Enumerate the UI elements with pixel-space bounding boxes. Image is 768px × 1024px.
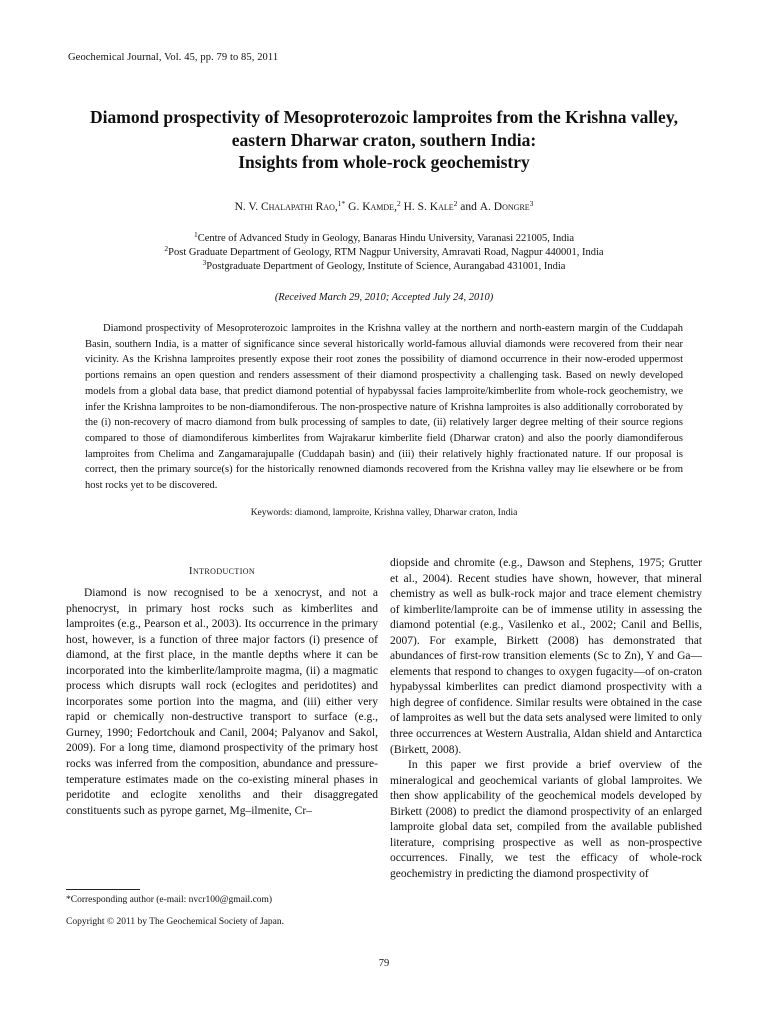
- abstract: Diamond prospectivity of Mesoproterozoic lamproites in the Krishna valley at the northern and north-eastern margin of the Cuddapah Basin, southern India, is a matter of significance since several historically world-famous alluvial diamonds were recovered from their near vicinity. As the Krishna lamproites presently expose their root zones the possibility of diamond occurrence in their now-eroded uppermost portions remains an open question and renders assessment of their diamond prospectivity a challenging task. Based on newly developed models from a global data base, that predict diamond potential of hypabyssal facies lamproite/kimberlite from whole-rock geochemistry, we infer the Krishna lamproites to be non-diamondiferous. The non-prospective nature of Krishna lamproites is also additionally corroborated by the (i) non-recovery of macro diamond from bulk processing of samples to date, (ii) relatively larger degree melting of their source regions compared to those of diamondiferous kimberlites from Wajrakarur kimberlite field (Dharwar craton) and also the poorly diamondiferous lamproites from Chelima and Zangamarajupalle (Cuddapah basin) and (iii) their relatively highly fractionated nature. If our proposal is correct, then the primary source(s) for the historically renowned diamonds recovered from the Krishna valley may lie elsewhere or be from host rocks yet to be discovered.: [85, 323, 683, 492]
- intro-paragraph-1: Diamond is now recognised to be a xenocryst, and not a phenocryst, in primary host rocks such as kimberlites and lamproites (e.g., Pearson et al., 2003). Its occurrence in the primary host, however, is a function of three major factors (i) presence of diamond, at the first place, in the mantle depths where it can be incorporated into the kimberlite/lamproite magma, (ii) a magmatic process which disrupts wall rock (eclogites and peridotites) and incorporates some portion into the magma, and (iii) either very rapid or chemically non-destructive transport to surface (e.g., Gurney, 1990; Fedortchouk and Canil, 2004; Palyanov and Sakol, 2009). For a long time, diamond prospectivity of the primary host rocks was inferred from the composition, abundance and pressure-temperature estimates made on the co-existing mineral phases in peridotite and eclogite xenoliths and their disaggregated constituents such as pyrope garnet, Mg–ilmenite, Cr–: [66, 587, 378, 817]
- paper-title: [40, 106, 728, 174]
- affiliations: [0, 232, 768, 274]
- received-dates: [0, 292, 768, 303]
- author-1-affil: 1*: [337, 199, 346, 208]
- author-3-affil: 2: [453, 199, 458, 208]
- author-4: A. Dongre: [479, 201, 530, 213]
- affiliation-1-marker: 1: [193, 230, 198, 239]
- affiliation-1: [0, 232, 768, 246]
- author-3: H. S. Kale: [400, 201, 454, 213]
- affiliation-2-marker: 2: [164, 244, 169, 253]
- right-column: [390, 556, 702, 882]
- author-conjunction: and: [457, 201, 480, 213]
- journal-citation: Geochemical Journal, Vol. 45, pp. 79 to 85, 2011: [68, 52, 279, 63]
- intro-paragraph-1-continued: diopside and chromite (e.g., Dawson and Stephens, 1975; Grutter et al., 2004). Recent studies have shown, however, that mineral chemistry as well as bulk-rock major and trace element chemistry of kimberlite/lamproite can be of immense utility in assessing the diamond potential (e.g., Vasilenko et al., 2002; Canil and Bellis, 2007). For example, Birkett (2008) has demonstrated that abundances of first-row transition elements (Sc to Zn), Y and Ga—elements that respond to changes to oxygen fugacity—of on-craton hypabyssal kimberlites can predict diamond prospectivity with a high degree of confidence. Similar results were obtained in the case of lamproites as well but the data sets analysed were limited to only three occurrences at Western Australia, Aldan shield and Antarctica (Birkett, 2008).: [390, 557, 702, 756]
- affiliation-2: [0, 246, 768, 260]
- copyright-notice: Copyright © 2011 by The Geochemical Society of Japan.: [66, 917, 285, 927]
- keywords: Keywords: diamond, lamproite, Krishna valley, Dharwar craton, India: [250, 508, 518, 518]
- title-line-1: Diamond prospectivity of Mesoproterozoic lamproites from the Krishna valley,: [90, 107, 678, 127]
- left-column: [66, 586, 378, 819]
- section-heading-introduction: Introduction: [188, 565, 256, 577]
- affiliation-3: [0, 260, 768, 274]
- author-4-affil: 3: [529, 199, 534, 208]
- title-line-3: Insights from whole-rock geochemistry: [238, 152, 530, 172]
- author-2: G. Kamde,: [345, 201, 397, 213]
- received-text: (Received March 29, 2010; Accepted July 24, 2010): [274, 292, 494, 303]
- affiliation-3-text: Postgraduate Department of Geology, Institute of Science, Aurangabad 431001, India: [206, 261, 566, 272]
- affiliation-3-marker: 3: [202, 258, 207, 267]
- affiliation-2-text: Post Graduate Department of Geology, RTM Nagpur University, Amravati Road, Nagpur 440001, India: [168, 247, 604, 258]
- author-2-affil: 2: [396, 199, 401, 208]
- corresponding-author-footnote: *Corresponding author (e-mail: nvcr100@gmail.com): [66, 895, 273, 905]
- title-line-2: eastern Dharwar craton, southern India:: [231, 129, 537, 150]
- intro-paragraph-2: In this paper we first provide a brief overview of the mineralogical and geochemical variants of global lamproites. We then show applicability of the geochemical models developed by Birkett (2008) to predict the diamond prospectivity of an enlarged lamproite global data set, compiled from the available published literature, comprising prospective as well as non-prospective occurrences. Finally, we test the efficacy of whole-rock geochemistry in predicting the diamond prospectivity of: [390, 759, 702, 880]
- footnote-rule: [66, 889, 140, 890]
- author-1: N. V. Chalapathi Rao,: [234, 201, 338, 213]
- author-list: [0, 201, 768, 213]
- affiliation-1-text: Centre of Advanced Study in Geology, Banaras Hindu University, Varanasi 221005, India: [197, 233, 575, 244]
- page-number: 79: [378, 958, 390, 969]
